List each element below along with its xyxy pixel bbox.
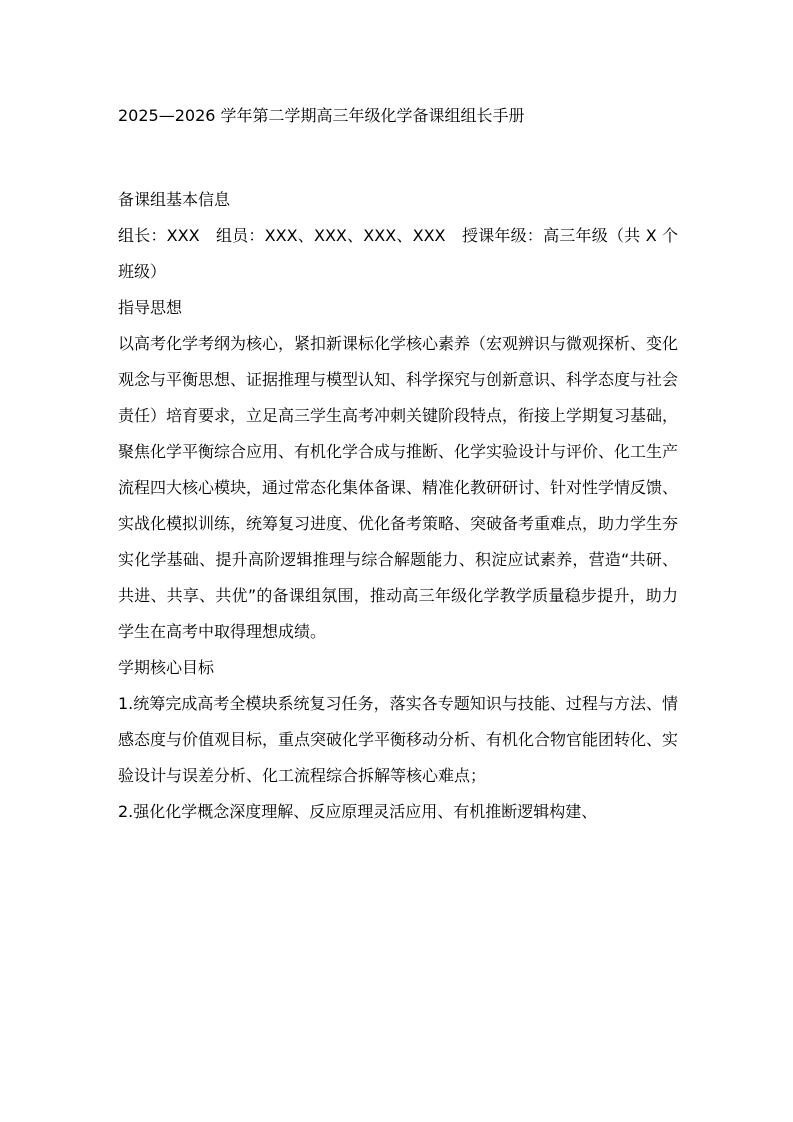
basic-info-text: 组长：XXX 组员：XXX、XXX、XXX、XXX 授课年级：高三年级（共 X 个班级） bbox=[118, 226, 678, 281]
guiding-text: 以高考化学考纲为核心，紧扣新课标化学核心素养（宏观辨识与微观探析、变化观念与平衡思想、证据推理与模型认知、科学探究与创新意识、科学态度与社会责任）培育要求，立足高三学生高考冲刺关键阶段特点，衔接上学期复习基础，聚焦化学平衡综合应用、有机化学合成与推断、化学实验设计与评价、化工生产流程四大核心模块，通过常态化集体备课、精准化教研研讨、针对性学情反馈、实战化模拟训练，统筹复习进度、优化备考策略、突破备考重难点，助力学生夯实化学基础、提升高阶逻辑推理与综合解题能力、积淀应试素养，营造“共研、共进、共享、共优”的备课组氛围，推动高三年级化学教学质量稳步提升，助力学生在高考中取得理想成绩。 bbox=[118, 334, 679, 641]
basic-info-heading: 备课组基本信息 bbox=[118, 190, 231, 209]
document-body bbox=[118, 182, 678, 830]
goal-item-2: 2.强化化学概念深度理解、反应原理灵活应用、有机推断逻辑构建、 bbox=[118, 802, 598, 821]
document-title: 2025—2026 学年第二学期高三年级化学备课组组长手册 bbox=[118, 106, 525, 125]
guiding-heading: 指导思想 bbox=[118, 298, 183, 317]
goals-heading: 学期核心目标 bbox=[118, 658, 215, 677]
goal-item-1: 1.统筹完成高考全模块系统复习任务，落实各专题知识与技能、过程与方法、情感态度与价值观目标，重点突破化学平衡移动分析、有机化合物官能团转化、实验设计与误差分析、化工流程综合拆解等核心难点； bbox=[118, 694, 679, 785]
